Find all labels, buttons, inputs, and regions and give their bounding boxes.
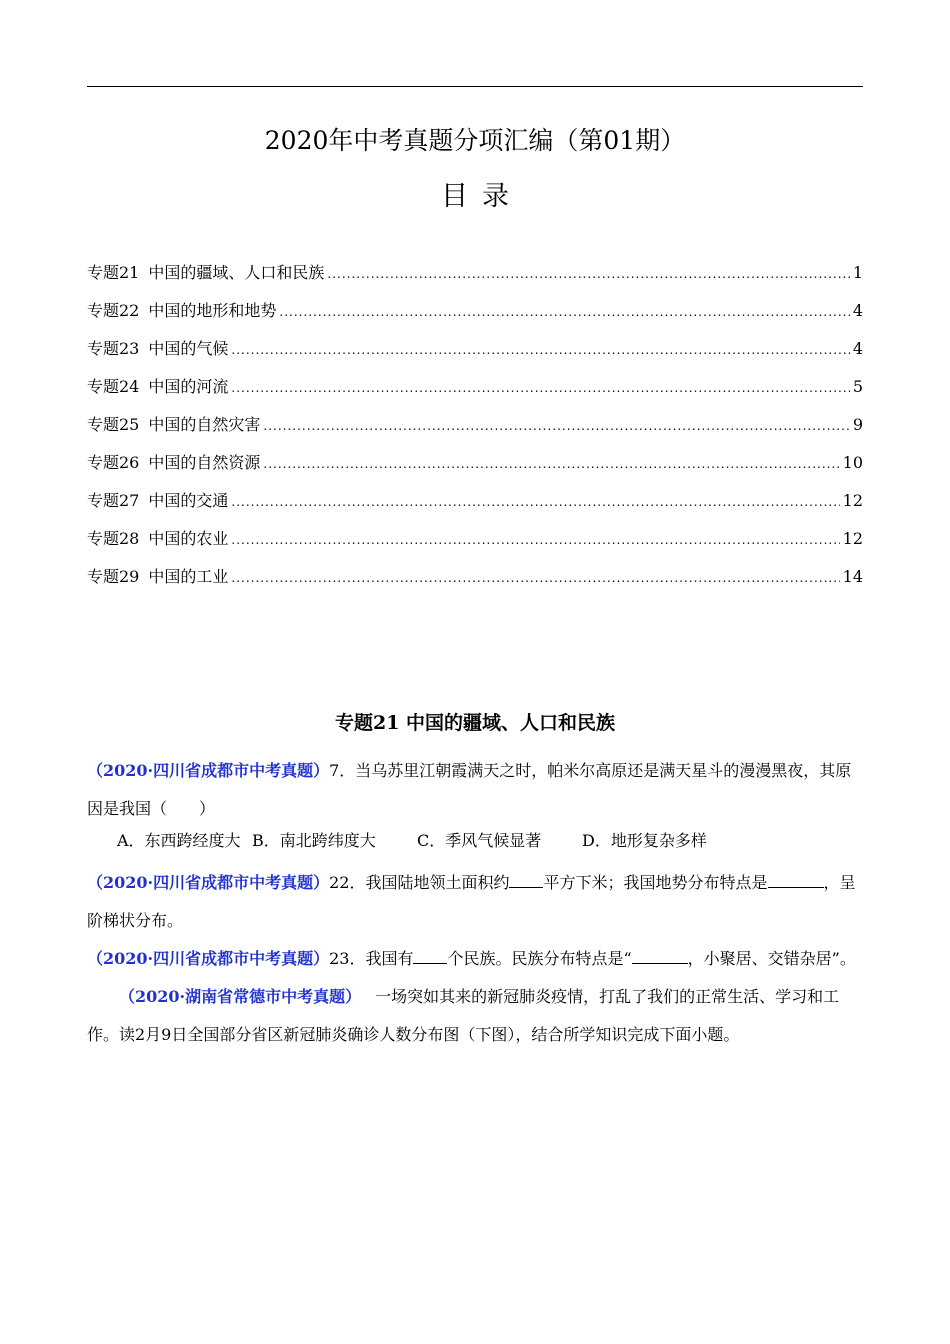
toc-entry-number: 专题22: [87, 301, 140, 320]
toc-leader-dots: [231, 571, 839, 585]
toc-entry-title: 中国的疆域、人口和民族: [148, 263, 325, 282]
answer-blank[interactable]: [768, 873, 824, 888]
question-source: （2020·四川省成都市中考真题）: [87, 761, 330, 780]
toc-entry-page: 4: [852, 339, 863, 358]
toc-entry-page: 12: [842, 529, 863, 548]
question-22: [87, 864, 863, 940]
question-text: 23．我国有: [329, 949, 414, 968]
answer-blank[interactable]: [413, 949, 447, 964]
answer-options: [117, 828, 707, 851]
question-text-continued: 因是我国（ ）: [87, 799, 216, 818]
toc-leader-dots: [231, 495, 839, 509]
question-text-continued: 作。读2月9日全国部分省区新冠肺炎确诊人数分布图（下图），结合所学知识完成下面小题。: [87, 1025, 740, 1044]
option-d[interactable]: D．地形复杂多样: [582, 831, 707, 850]
toc-entry-number: 专题29: [87, 567, 140, 586]
question-source: （2020·四川省成都市中考真题）: [87, 873, 330, 892]
toc-entry[interactable]: [87, 526, 863, 564]
question-source: （2020·湖南省常德市中考真题）: [119, 987, 362, 1006]
toc-entry-title: 中国的农业: [148, 529, 229, 548]
toc-leader-dots: [327, 267, 849, 281]
question-text-continued: 阶梯状分布。: [87, 911, 184, 930]
document-title: 2020年中考真题分项汇编（第01期）: [264, 126, 686, 155]
toc-leader-dots: [263, 457, 839, 471]
answer-blank[interactable]: [509, 873, 543, 888]
header-rule: [87, 86, 863, 87]
toc-entry-page: 12: [842, 491, 863, 510]
option-c[interactable]: C．季风气候显著: [417, 831, 542, 850]
toc-entry[interactable]: [87, 412, 863, 450]
question-text: 平方下米；我国地势分布特点是: [543, 873, 768, 892]
toc-leader-dots: [231, 533, 839, 547]
toc-entry-number: 专题24: [87, 377, 140, 396]
toc-entry-number: 专题27: [87, 491, 140, 510]
toc-entry-title: 中国的自然资源: [148, 453, 261, 472]
toc-entry[interactable]: [87, 564, 863, 602]
question-text: ，小聚居、交错杂居”。: [687, 949, 856, 968]
toc-entry-title: 中国的工业: [148, 567, 229, 586]
toc-entry-title: 中国的交通: [148, 491, 229, 510]
question-text: 一场突如其来的新冠肺炎疫情，打乱了我们的正常生活、学习和工: [375, 987, 840, 1006]
toc-leader-dots: [263, 419, 849, 433]
option-a[interactable]: A．东西跨经度大: [117, 831, 241, 850]
question-changde: [87, 978, 863, 1054]
toc-entry-number: 专题28: [87, 529, 140, 548]
section-title: 专题21 中国的疆域、人口和民族: [334, 712, 616, 734]
toc-entry[interactable]: [87, 298, 863, 336]
toc-entry-number: 专题21: [87, 263, 140, 282]
toc-entry[interactable]: [87, 374, 863, 412]
answer-blank[interactable]: [632, 949, 688, 964]
toc-heading: 目录: [441, 181, 523, 212]
toc-entry-page: 14: [842, 567, 863, 586]
toc-entry[interactable]: [87, 336, 863, 374]
question-23: [87, 940, 863, 978]
toc-entry-page: 1: [852, 263, 863, 282]
toc-entry-number: 专题25: [87, 415, 140, 434]
question-text: ，呈: [823, 873, 856, 892]
toc-entry-page: 10: [842, 453, 863, 472]
toc-entry[interactable]: [87, 450, 863, 488]
toc-leader-dots: [231, 343, 849, 357]
toc-leader-dots: [231, 381, 849, 395]
table-of-contents: [87, 260, 863, 602]
toc-entry-title: 中国的气候: [148, 339, 229, 358]
option-b[interactable]: B．南北跨纬度大: [252, 831, 376, 850]
toc-entry-title: 中国的自然灾害: [148, 415, 261, 434]
question-text: 7．当乌苏里江朝霞满天之时，帕米尔高原还是满天星斗的漫漫黑夜，其原: [329, 761, 852, 780]
toc-entry-number: 专题26: [87, 453, 140, 472]
toc-entry[interactable]: [87, 260, 863, 298]
toc-entry-page: 4: [852, 301, 863, 320]
question-7: [87, 752, 863, 828]
toc-entry-page: 9: [852, 415, 863, 434]
toc-entry-page: 5: [852, 377, 863, 396]
toc-entry[interactable]: [87, 488, 863, 526]
question-source: （2020·四川省成都市中考真题）: [87, 949, 330, 968]
toc-entry-title: 中国的地形和地势: [148, 301, 277, 320]
toc-entry-title: 中国的河流: [148, 377, 229, 396]
question-text: 22．我国陆地领土面积约: [329, 873, 510, 892]
toc-leader-dots: [279, 305, 849, 319]
question-text: 个民族。民族分布特点是“: [447, 949, 632, 968]
toc-entry-number: 专题23: [87, 339, 140, 358]
